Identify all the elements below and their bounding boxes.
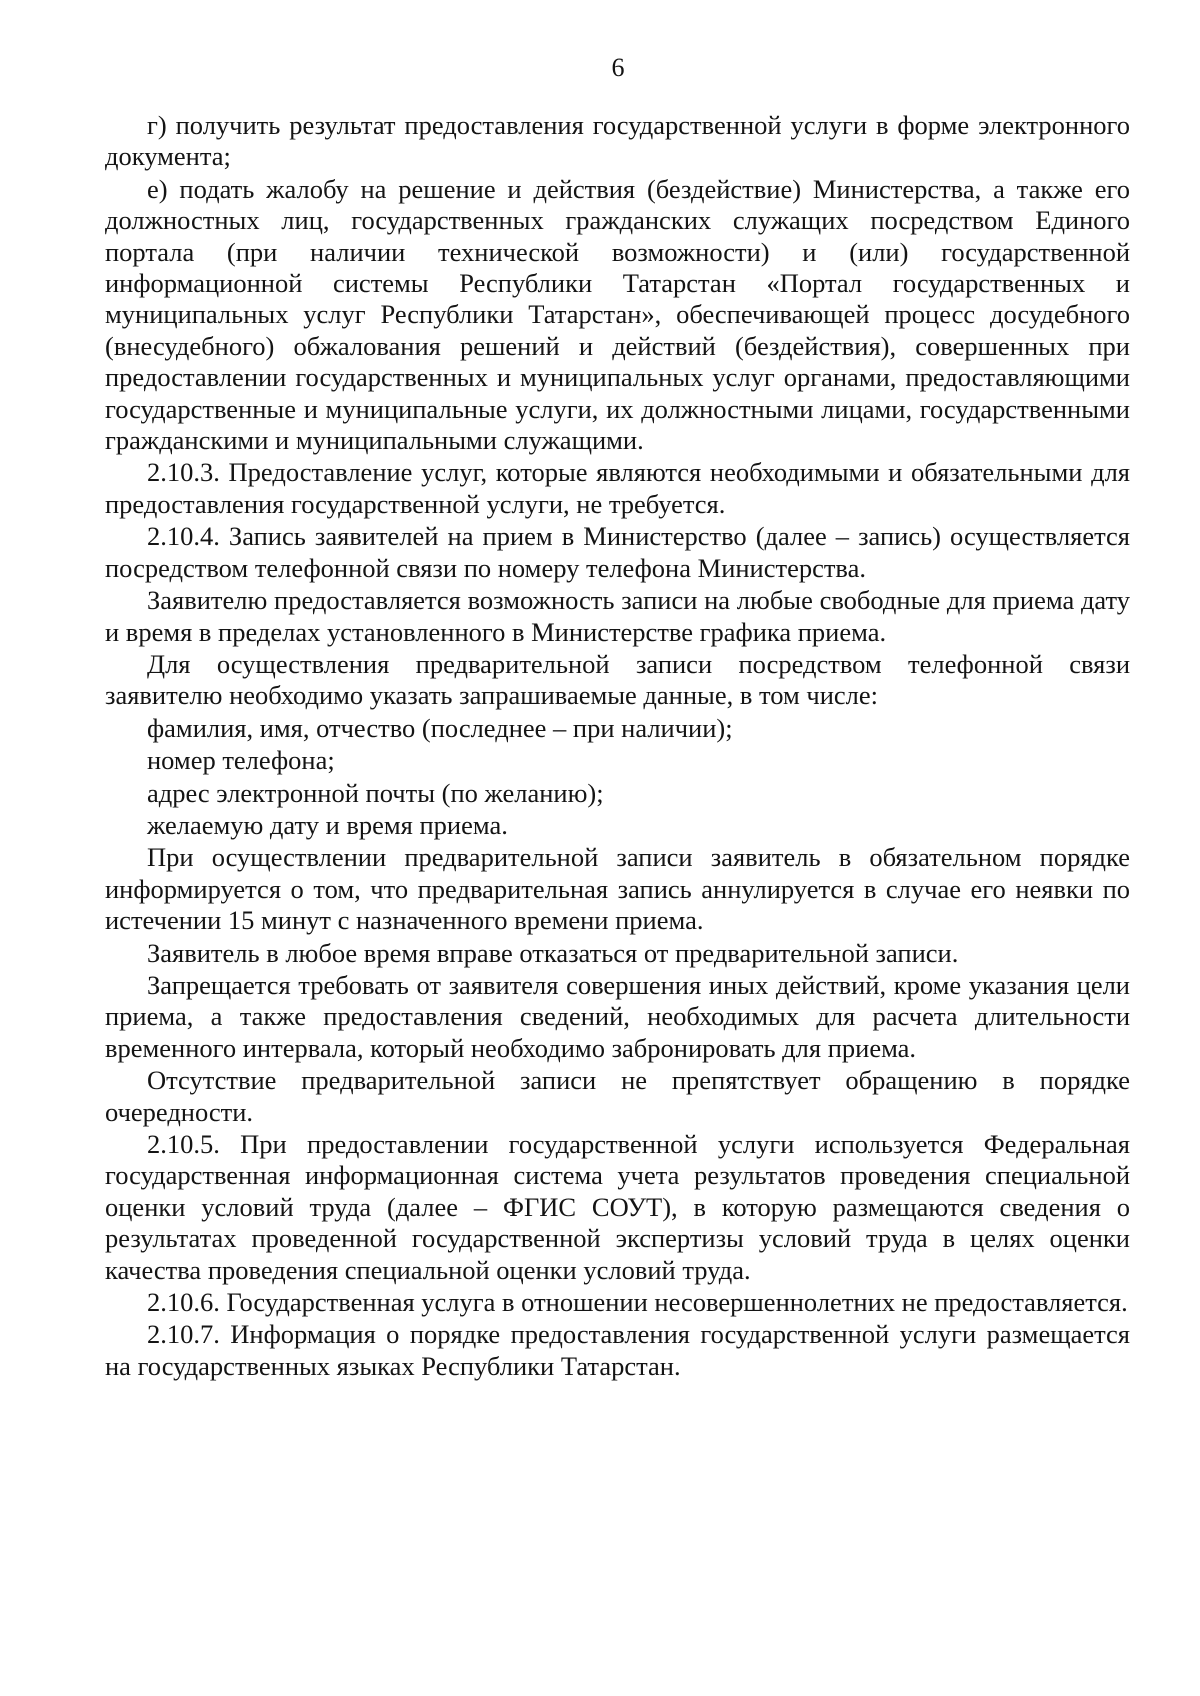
- paragraph-item-g: г) получить результат предоставления государственной услуги в форме электронного документа;: [105, 110, 1130, 172]
- paragraph-2-10-3: 2.10.3. Предоставление услуг, которые являются необходимыми и обязательными для предоставления государственной услуги, не требуется.: [105, 457, 1130, 519]
- paragraph-2-10-4: 2.10.4. Запись заявителей на прием в Министерство (далее – запись) осуществляется посредством телефонной связи по номеру телефона Министерства.: [105, 521, 1130, 583]
- paragraph-no-appointment: Отсутствие предварительной записи не препятствует обращению в порядке очередности.: [105, 1065, 1130, 1127]
- page-number: 6: [611, 53, 625, 82]
- paragraph-right-to-refuse: Заявитель в любое время вправе отказаться от предварительной записи.: [147, 937, 959, 968]
- paragraph-2-10-6: 2.10.6. Государственная услуга в отношении несовершеннолетних не предоставляется.: [147, 1287, 1128, 1318]
- paragraph-cancellation-notice: При осуществлении предварительной записи заявитель в обязательном порядке информируется о том, что предварительная запись аннулируется в случае его неявки по истечении 15 минут с назначенного времени приема.: [105, 842, 1130, 936]
- list-item-phone: номер телефона;: [147, 745, 335, 776]
- paragraph-prohibition: Запрещается требовать от заявителя совершения иных действий, кроме указания цели приема, а также предоставления сведений, необходимых для расчета длительности временного интервала, который необходимо забронировать для приема.: [105, 969, 1130, 1063]
- paragraph-appointment-options: Заявителю предоставляется возможность записи на любые свободные для приема дату и время в пределах установленного в Министерстве графика приема.: [105, 585, 1130, 647]
- list-item-full-name: фамилия, имя, отчество (последнее – при наличии);: [147, 712, 733, 743]
- list-item-email: адрес электронной почты (по желанию);: [147, 777, 604, 808]
- paragraph-2-10-5: 2.10.5. При предоставлении государственной услуги используется Федеральная государственная информационная система учета результатов проведения специальной оценки условий труда (далее – ФГИС СОУТ), в которую размещаются сведения о результатах проведенной государственной экспертизы условий труда в целях оценки качества проведения специальной оценки условий труда.: [105, 1129, 1130, 1285]
- document-body: [105, 110, 1130, 1383]
- paragraph-item-e: е) подать жалобу на решение и действия (бездействие) Министерства, а также его должностных лиц, государственных гражданских служащих посредством Единого портала (при наличии технической возможности) и (или) государственной информационной системы Республики Татарстан «Портал государственных и муниципальных услуг Республики Татарстан», обеспечивающей процесс досудебного (внесудебного) обжалования решений и действий (бездействия), совершенных при предоставлении государственных и муниципальных услуг органами, предоставляющими государственные и муниципальные услуги, их должностными лицами, государственными гражданскими и муниципальными служащими.: [105, 173, 1130, 456]
- paragraph-2-10-7: 2.10.7. Информация о порядке предоставления государственной услуги размещается на государственных языках Республики Татарстан.: [105, 1319, 1130, 1381]
- paragraph-required-data: Для осуществления предварительной записи посредством телефонной связи заявителю необходимо указать запрашиваемые данные, в том числе:: [105, 648, 1130, 711]
- list-item-date-time: желаемую дату и время приема.: [147, 809, 508, 840]
